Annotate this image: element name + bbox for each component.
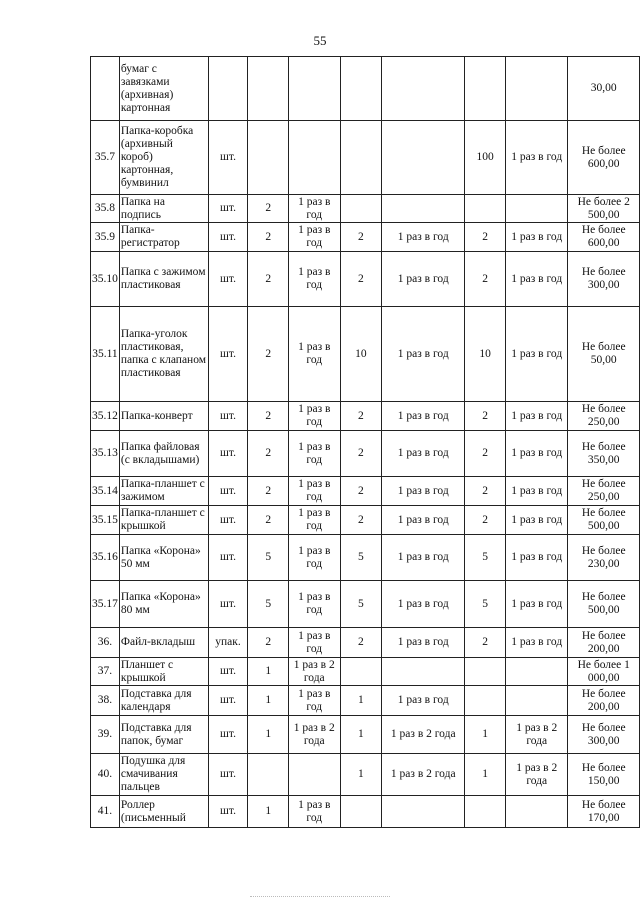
quantity-3-cell: 2 <box>465 252 506 307</box>
period-2-cell: 1 раз в год <box>382 628 465 658</box>
quantity-2-cell: 1 <box>340 754 382 796</box>
unit-cell: шт. <box>208 402 248 431</box>
period-2-cell: 1 раз в год <box>382 223 465 252</box>
unit-cell: шт. <box>208 223 248 252</box>
table-row <box>91 431 640 477</box>
price-limit-cell: Не более 50,00 <box>568 307 640 402</box>
unit-cell <box>208 57 248 121</box>
item-name-cell: Подушка для смачивания пальцев <box>119 754 208 796</box>
period-1-cell: 1 раз в год <box>288 223 340 252</box>
table-row <box>91 223 640 252</box>
item-name-cell: Папка-регистратор <box>119 223 208 252</box>
item-name-cell: бумаг с завязками (архивная) картонная <box>119 57 208 121</box>
item-name-cell: Папка «Корона» 80 мм <box>119 581 208 628</box>
quantity-2-cell <box>340 121 382 195</box>
price-limit-cell: Не более 300,00 <box>568 252 640 307</box>
price-limit-cell: Не более 350,00 <box>568 431 640 477</box>
row-number-cell: 35.12 <box>91 402 120 431</box>
unit-cell: шт. <box>208 477 248 506</box>
period-2-cell: 1 раз в год <box>382 307 465 402</box>
row-number-cell: 35.17 <box>91 581 120 628</box>
quantity-2-cell: 5 <box>340 581 382 628</box>
table-row <box>91 252 640 307</box>
item-name-cell: Планшет с крышкой <box>119 658 208 686</box>
period-3-cell: 1 раз в год <box>506 252 568 307</box>
period-2-cell: 1 раз в год <box>382 581 465 628</box>
quantity-2-cell: 2 <box>340 252 382 307</box>
quantity-1-cell: 2 <box>248 628 289 658</box>
row-number-cell: 35.10 <box>91 252 120 307</box>
price-limit-cell: Не более 170,00 <box>568 796 640 828</box>
row-number-cell: 36. <box>91 628 120 658</box>
quantity-2-cell <box>340 195 382 223</box>
item-name-cell: Папка файловая (с вкладышами) <box>119 431 208 477</box>
period-2-cell <box>382 57 465 121</box>
table-row <box>91 121 640 195</box>
row-number-cell: 35.7 <box>91 121 120 195</box>
period-1-cell: 1 раз в 2 года <box>288 716 340 754</box>
period-1-cell: 1 раз в год <box>288 686 340 716</box>
quantity-3-cell: 2 <box>465 477 506 506</box>
period-3-cell: 1 раз в год <box>506 506 568 535</box>
period-3-cell: 1 раз в год <box>506 628 568 658</box>
quantity-2-cell <box>340 658 382 686</box>
item-name-cell: Папка-конверт <box>119 402 208 431</box>
period-2-cell: 1 раз в год <box>382 506 465 535</box>
unit-cell: шт. <box>208 716 248 754</box>
period-1-cell <box>288 121 340 195</box>
quantity-1-cell: 2 <box>248 195 289 223</box>
period-3-cell: 1 раз в год <box>506 477 568 506</box>
row-number-cell: 35.16 <box>91 535 120 581</box>
quantity-1-cell <box>248 754 289 796</box>
quantity-2-cell: 2 <box>340 477 382 506</box>
period-2-cell <box>382 796 465 828</box>
period-2-cell <box>382 121 465 195</box>
price-limit-cell: Не более 500,00 <box>568 506 640 535</box>
quantity-1-cell: 1 <box>248 686 289 716</box>
item-name-cell: Папка-уголок пластиковая, папка с клапаном пластиковая <box>119 307 208 402</box>
unit-cell: шт. <box>208 754 248 796</box>
row-number-cell <box>91 57 120 121</box>
quantity-3-cell <box>465 796 506 828</box>
unit-cell: шт. <box>208 581 248 628</box>
period-3-cell: 1 раз в год <box>506 307 568 402</box>
period-2-cell: 1 раз в 2 года <box>382 716 465 754</box>
quantity-2-cell: 1 <box>340 716 382 754</box>
quantity-2-cell: 2 <box>340 506 382 535</box>
period-1-cell: 1 раз в год <box>288 506 340 535</box>
quantity-3-cell: 2 <box>465 431 506 477</box>
table-row <box>91 307 640 402</box>
period-3-cell: 1 раз в год <box>506 581 568 628</box>
quantity-3-cell: 5 <box>465 535 506 581</box>
period-3-cell <box>506 195 568 223</box>
quantity-3-cell: 2 <box>465 506 506 535</box>
quantity-3-cell <box>465 57 506 121</box>
period-3-cell: 1 раз в год <box>506 402 568 431</box>
period-1-cell: 1 раз в год <box>288 252 340 307</box>
period-1-cell: 1 раз в год <box>288 477 340 506</box>
quantity-1-cell: 2 <box>248 307 289 402</box>
period-3-cell: 1 раз в 2 года <box>506 754 568 796</box>
period-3-cell <box>506 658 568 686</box>
table-row <box>91 686 640 716</box>
table-row <box>91 658 640 686</box>
row-number-cell: 38. <box>91 686 120 716</box>
quantity-3-cell <box>465 658 506 686</box>
table-row <box>91 402 640 431</box>
quantity-3-cell: 1 <box>465 716 506 754</box>
quantity-2-cell: 5 <box>340 535 382 581</box>
quantity-1-cell: 1 <box>248 716 289 754</box>
table-row <box>91 581 640 628</box>
row-number-cell: 35.8 <box>91 195 120 223</box>
period-3-cell: 1 раз в год <box>506 535 568 581</box>
quantity-1-cell: 5 <box>248 581 289 628</box>
quantity-2-cell <box>340 796 382 828</box>
quantity-3-cell: 100 <box>465 121 506 195</box>
price-limit-cell: Не более 1 000,00 <box>568 658 640 686</box>
table-row <box>91 535 640 581</box>
period-2-cell: 1 раз в год <box>382 402 465 431</box>
price-limit-cell: Не более 200,00 <box>568 686 640 716</box>
quantity-3-cell: 5 <box>465 581 506 628</box>
period-3-cell: 1 раз в год <box>506 121 568 195</box>
quantity-2-cell: 2 <box>340 628 382 658</box>
period-3-cell: 1 раз в 2 года <box>506 716 568 754</box>
quantity-2-cell: 2 <box>340 431 382 477</box>
item-name-cell: Папка-планшет с крышкой <box>119 506 208 535</box>
period-1-cell: 1 раз в год <box>288 581 340 628</box>
period-1-cell: 1 раз в год <box>288 402 340 431</box>
quantity-1-cell: 2 <box>248 431 289 477</box>
quantity-2-cell: 1 <box>340 686 382 716</box>
price-limit-cell: Не более 250,00 <box>568 477 640 506</box>
period-1-cell: 1 раз в год <box>288 796 340 828</box>
scan-artifact <box>250 896 390 899</box>
supplies-table <box>90 56 640 828</box>
unit-cell: шт. <box>208 431 248 477</box>
item-name-cell: Подставка для папок, бумаг <box>119 716 208 754</box>
price-limit-cell: Не более 500,00 <box>568 581 640 628</box>
item-name-cell: Папка-планшет с зажимом <box>119 477 208 506</box>
period-3-cell <box>506 686 568 716</box>
quantity-1-cell <box>248 121 289 195</box>
price-limit-cell: Не более 230,00 <box>568 535 640 581</box>
row-number-cell: 35.13 <box>91 431 120 477</box>
quantity-3-cell: 2 <box>465 402 506 431</box>
quantity-1-cell: 1 <box>248 658 289 686</box>
price-limit-cell: Не более 200,00 <box>568 628 640 658</box>
price-limit-cell: Не более 2 500,00 <box>568 195 640 223</box>
quantity-1-cell: 2 <box>248 506 289 535</box>
page-number: 55 <box>313 33 327 48</box>
row-number-cell: 35.15 <box>91 506 120 535</box>
table-row <box>91 628 640 658</box>
period-3-cell <box>506 796 568 828</box>
period-3-cell: 1 раз в год <box>506 431 568 477</box>
quantity-3-cell <box>465 195 506 223</box>
unit-cell: упак. <box>208 628 248 658</box>
period-2-cell: 1 раз в год <box>382 252 465 307</box>
quantity-3-cell <box>465 686 506 716</box>
quantity-1-cell: 2 <box>248 402 289 431</box>
unit-cell: шт. <box>208 121 248 195</box>
price-limit-cell: Не более 600,00 <box>568 121 640 195</box>
quantity-1-cell: 5 <box>248 535 289 581</box>
row-number-cell: 35.14 <box>91 477 120 506</box>
period-1-cell <box>288 57 340 121</box>
quantity-3-cell: 10 <box>465 307 506 402</box>
item-name-cell: Файл-вкладыш <box>119 628 208 658</box>
price-limit-cell: Не более 150,00 <box>568 754 640 796</box>
quantity-1-cell: 2 <box>248 252 289 307</box>
period-2-cell: 1 раз в год <box>382 535 465 581</box>
row-number-cell: 39. <box>91 716 120 754</box>
period-2-cell: 1 раз в год <box>382 686 465 716</box>
item-name-cell: Роллер (письменный <box>119 796 208 828</box>
item-name-cell: Папка-коробка (архивный короб) картонная, бумвинил <box>119 121 208 195</box>
row-number-cell: 35.9 <box>91 223 120 252</box>
quantity-1-cell: 1 <box>248 796 289 828</box>
period-1-cell: 1 раз в год <box>288 535 340 581</box>
period-1-cell: 1 раз в год <box>288 628 340 658</box>
period-1-cell: 1 раз в год <box>288 307 340 402</box>
item-name-cell: Папка «Корона» 50 мм <box>119 535 208 581</box>
price-limit-cell: 30,00 <box>568 57 640 121</box>
period-3-cell <box>506 57 568 121</box>
unit-cell: шт. <box>208 195 248 223</box>
period-1-cell: 1 раз в год <box>288 195 340 223</box>
table-row <box>91 195 640 223</box>
quantity-1-cell <box>248 57 289 121</box>
period-2-cell <box>382 195 465 223</box>
period-2-cell <box>382 658 465 686</box>
quantity-3-cell: 2 <box>465 628 506 658</box>
row-number-cell: 35.11 <box>91 307 120 402</box>
price-limit-cell: Не более 250,00 <box>568 402 640 431</box>
quantity-1-cell: 2 <box>248 223 289 252</box>
table-row <box>91 506 640 535</box>
quantity-2-cell: 2 <box>340 223 382 252</box>
row-number-cell: 40. <box>91 754 120 796</box>
quantity-3-cell: 2 <box>465 223 506 252</box>
table-row <box>91 716 640 754</box>
quantity-3-cell: 1 <box>465 754 506 796</box>
unit-cell: шт. <box>208 535 248 581</box>
unit-cell: шт. <box>208 796 248 828</box>
row-number-cell: 41. <box>91 796 120 828</box>
period-3-cell: 1 раз в год <box>506 223 568 252</box>
quantity-1-cell: 2 <box>248 477 289 506</box>
period-2-cell: 1 раз в год <box>382 477 465 506</box>
unit-cell: шт. <box>208 506 248 535</box>
price-limit-cell: Не более 600,00 <box>568 223 640 252</box>
period-2-cell: 1 раз в год <box>382 431 465 477</box>
period-2-cell: 1 раз в 2 года <box>382 754 465 796</box>
quantity-2-cell: 10 <box>340 307 382 402</box>
table-row <box>91 796 640 828</box>
row-number-cell: 37. <box>91 658 120 686</box>
quantity-2-cell: 2 <box>340 402 382 431</box>
item-name-cell: Подставка для календаря <box>119 686 208 716</box>
unit-cell: шт. <box>208 686 248 716</box>
unit-cell: шт. <box>208 252 248 307</box>
table-row <box>91 57 640 121</box>
unit-cell: шт. <box>208 658 248 686</box>
period-1-cell: 1 раз в год <box>288 431 340 477</box>
period-1-cell: 1 раз в 2 года <box>288 658 340 686</box>
price-limit-cell: Не более 300,00 <box>568 716 640 754</box>
table-row <box>91 477 640 506</box>
unit-cell: шт. <box>208 307 248 402</box>
item-name-cell: Папка с зажимом пластиковая <box>119 252 208 307</box>
period-1-cell <box>288 754 340 796</box>
table-row <box>91 754 640 796</box>
quantity-2-cell <box>340 57 382 121</box>
item-name-cell: Папка на подпись <box>119 195 208 223</box>
